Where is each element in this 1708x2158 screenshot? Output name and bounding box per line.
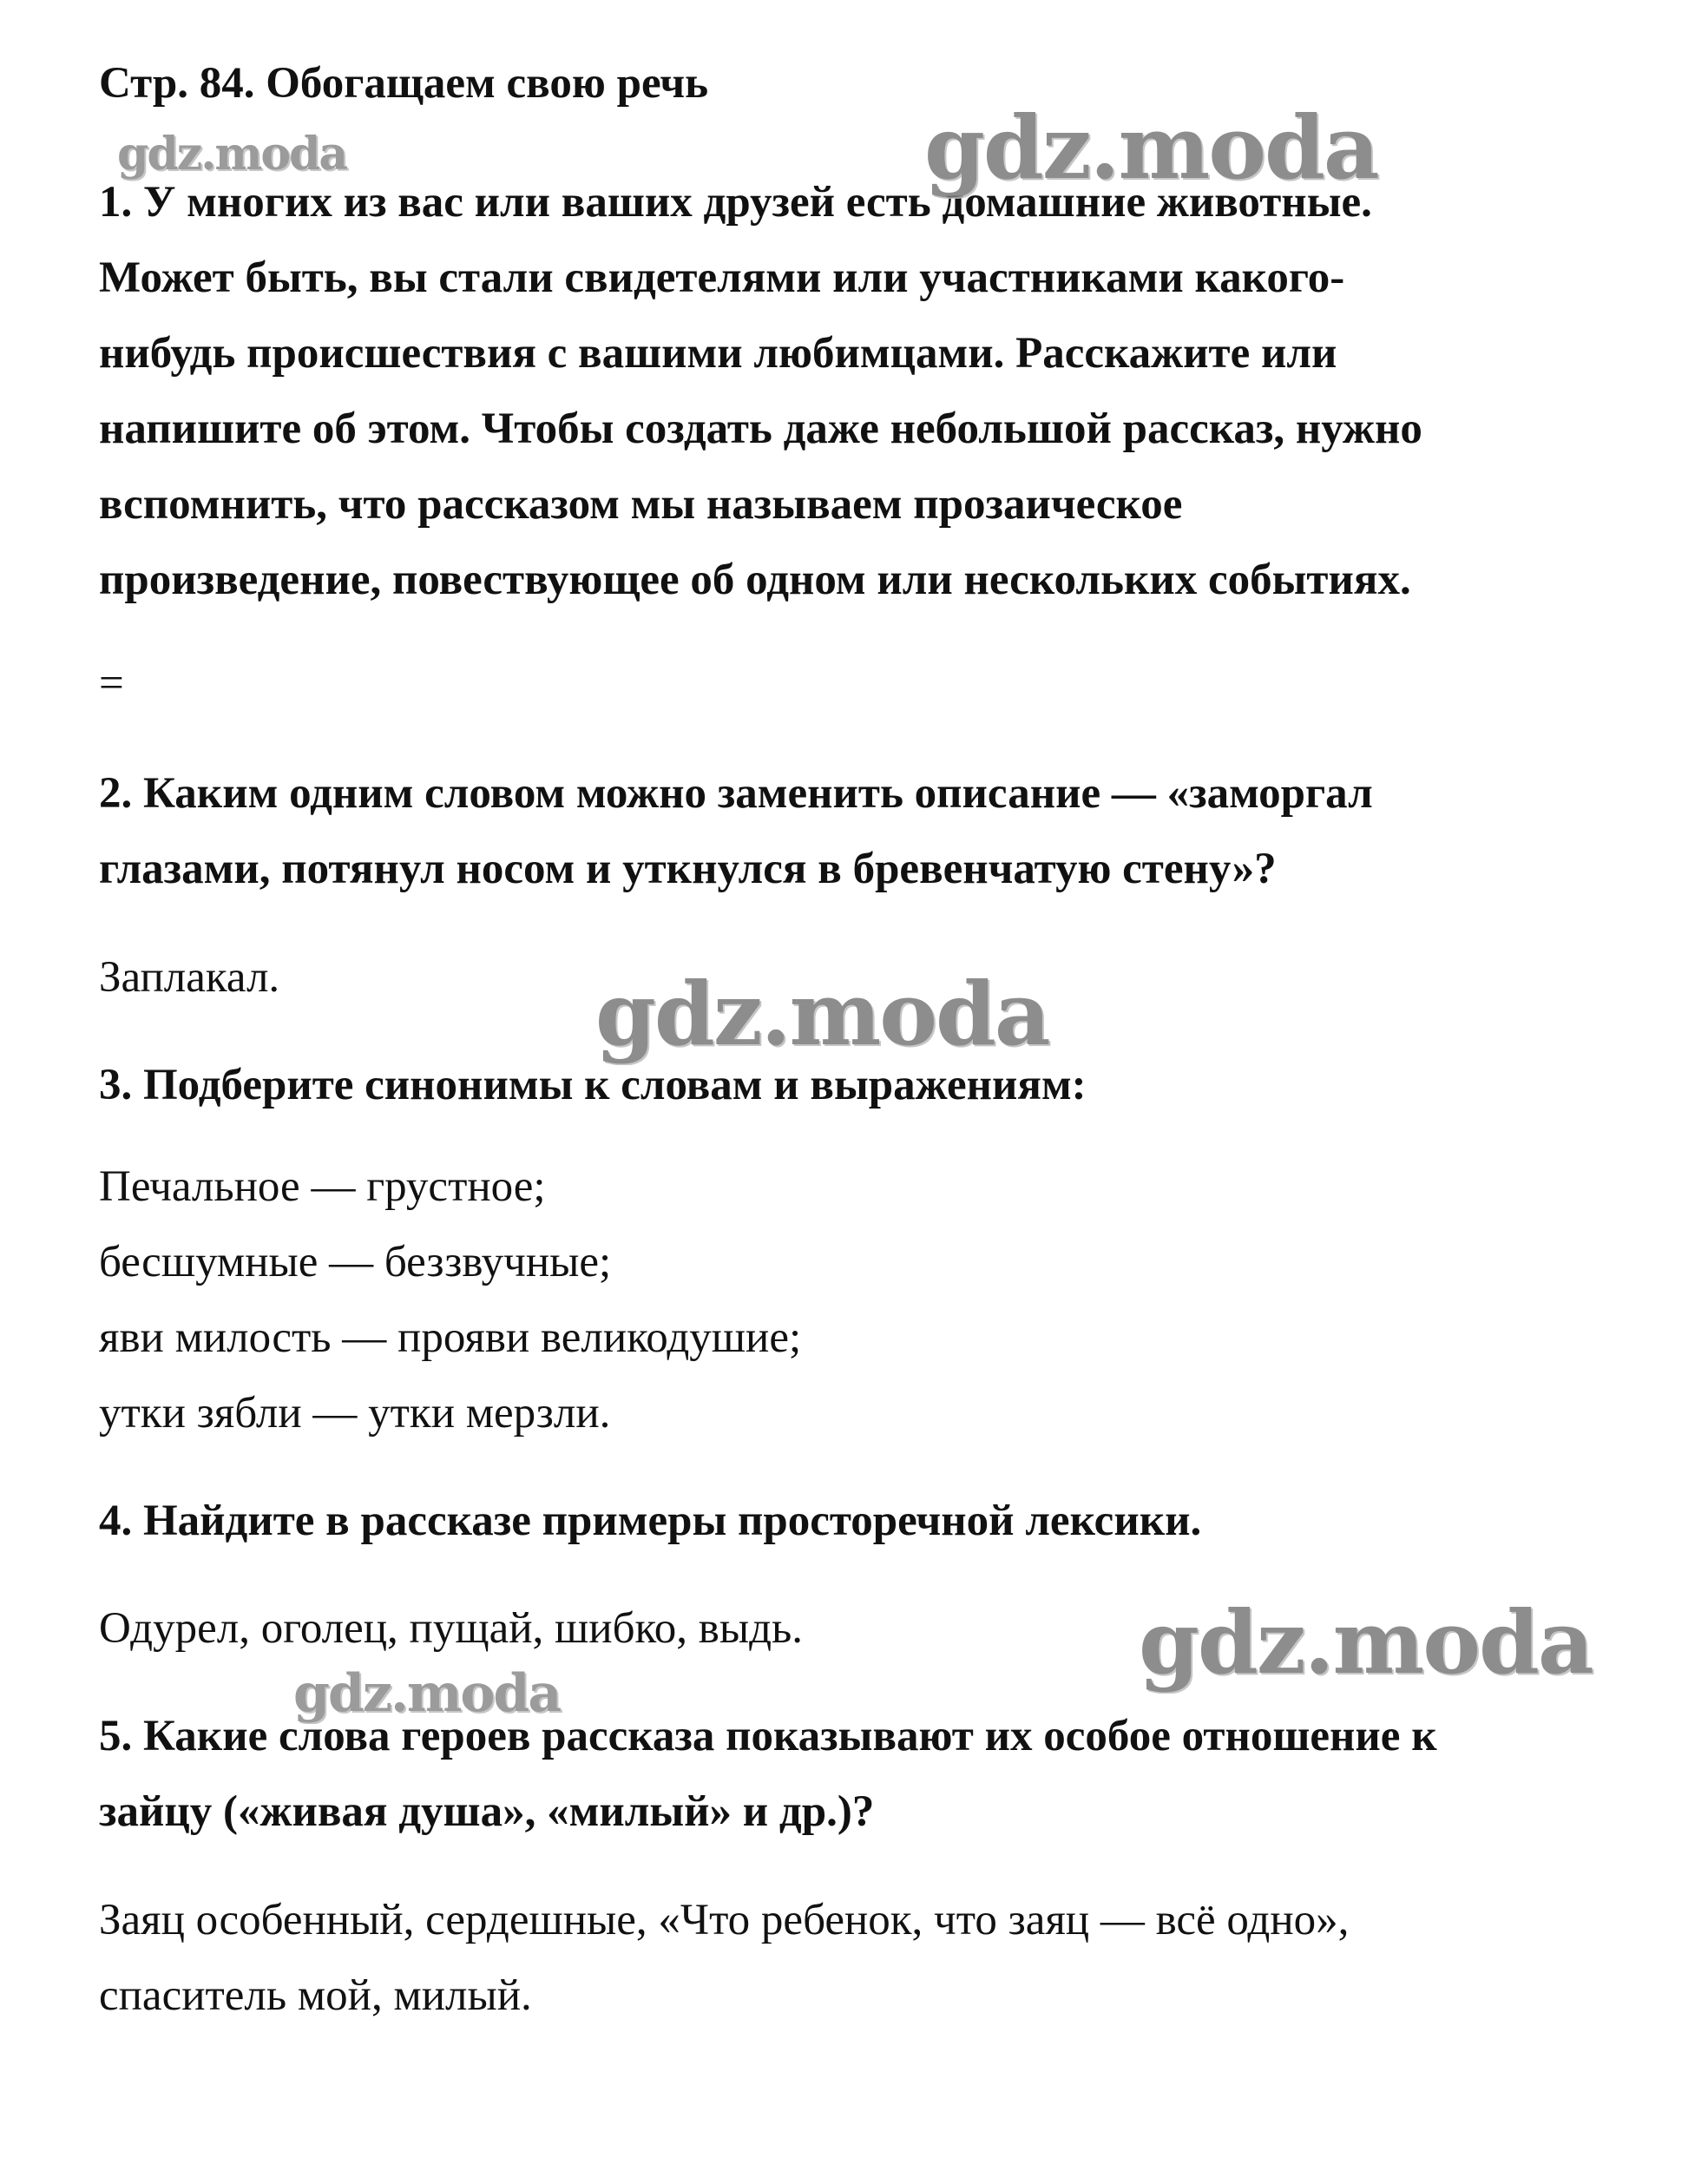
watermark: gdz.moda bbox=[117, 128, 347, 181]
question-3: 3. Подберите синонимы к словам и выражениям: bbox=[99, 1061, 1087, 1109]
answer-line: спаситель мой, милый. bbox=[99, 1971, 532, 2020]
answer-line: утки зябли — утки мерзли. bbox=[99, 1389, 611, 1438]
question-line: Может быть, вы стали свидетелями или участниками какого- bbox=[99, 253, 1345, 302]
watermark: gdz.moda bbox=[924, 96, 1378, 199]
question-4: 4. Найдите в рассказе примеры просторечной лексики. bbox=[99, 1497, 1202, 1545]
answer-line: бесшумные — беззвучные; bbox=[99, 1238, 612, 1286]
answer-2: Заплакал. bbox=[99, 953, 280, 1002]
answer-line: Заяц особенный, сердешные, «Что ребенок, что заяц — всё одно», bbox=[99, 1896, 1350, 1944]
question-line: нибудь происшествия с вашими любимцами. Расскажите или bbox=[99, 329, 1337, 378]
question-line: 5. Какие слова героев рассказа показывают их особое отношение к bbox=[99, 1712, 1437, 1760]
answer-line: Печальное — грустное; bbox=[99, 1162, 546, 1211]
question-line: напишите об этом. Чтобы создать даже небольшой рассказ, нужно bbox=[99, 405, 1422, 453]
question-line: 2. Каким одним словом можно заменить описание — «заморгал bbox=[99, 769, 1373, 818]
question-line: вспомнить, что рассказом мы называем прозаическое bbox=[99, 480, 1183, 529]
watermark: gdz.moda bbox=[293, 1663, 561, 1724]
page-title: Стр. 84. Обогащаем свою речь bbox=[99, 59, 709, 108]
answer-4: Одурел, оголец, пущай, шибко, выдь. bbox=[99, 1604, 804, 1653]
question-line: 1. У многих из вас или ваших друзей есть домашние животные. bbox=[99, 178, 1372, 227]
watermark: gdz.moda bbox=[1139, 1591, 1593, 1694]
question-line: зайцу («живая душа», «милый» и др.)? bbox=[99, 1787, 875, 1836]
question-line: произведение, повествующее об одном или нескольких событиях. bbox=[99, 556, 1411, 604]
answer-line: яви милость — прояви великодушие; bbox=[99, 1313, 802, 1362]
watermark: gdz.moda bbox=[595, 963, 1049, 1065]
question-line: глазами, потянул носом и уткнулся в бревенчатую стену»? bbox=[99, 845, 1277, 893]
answer-1: = bbox=[99, 659, 124, 707]
